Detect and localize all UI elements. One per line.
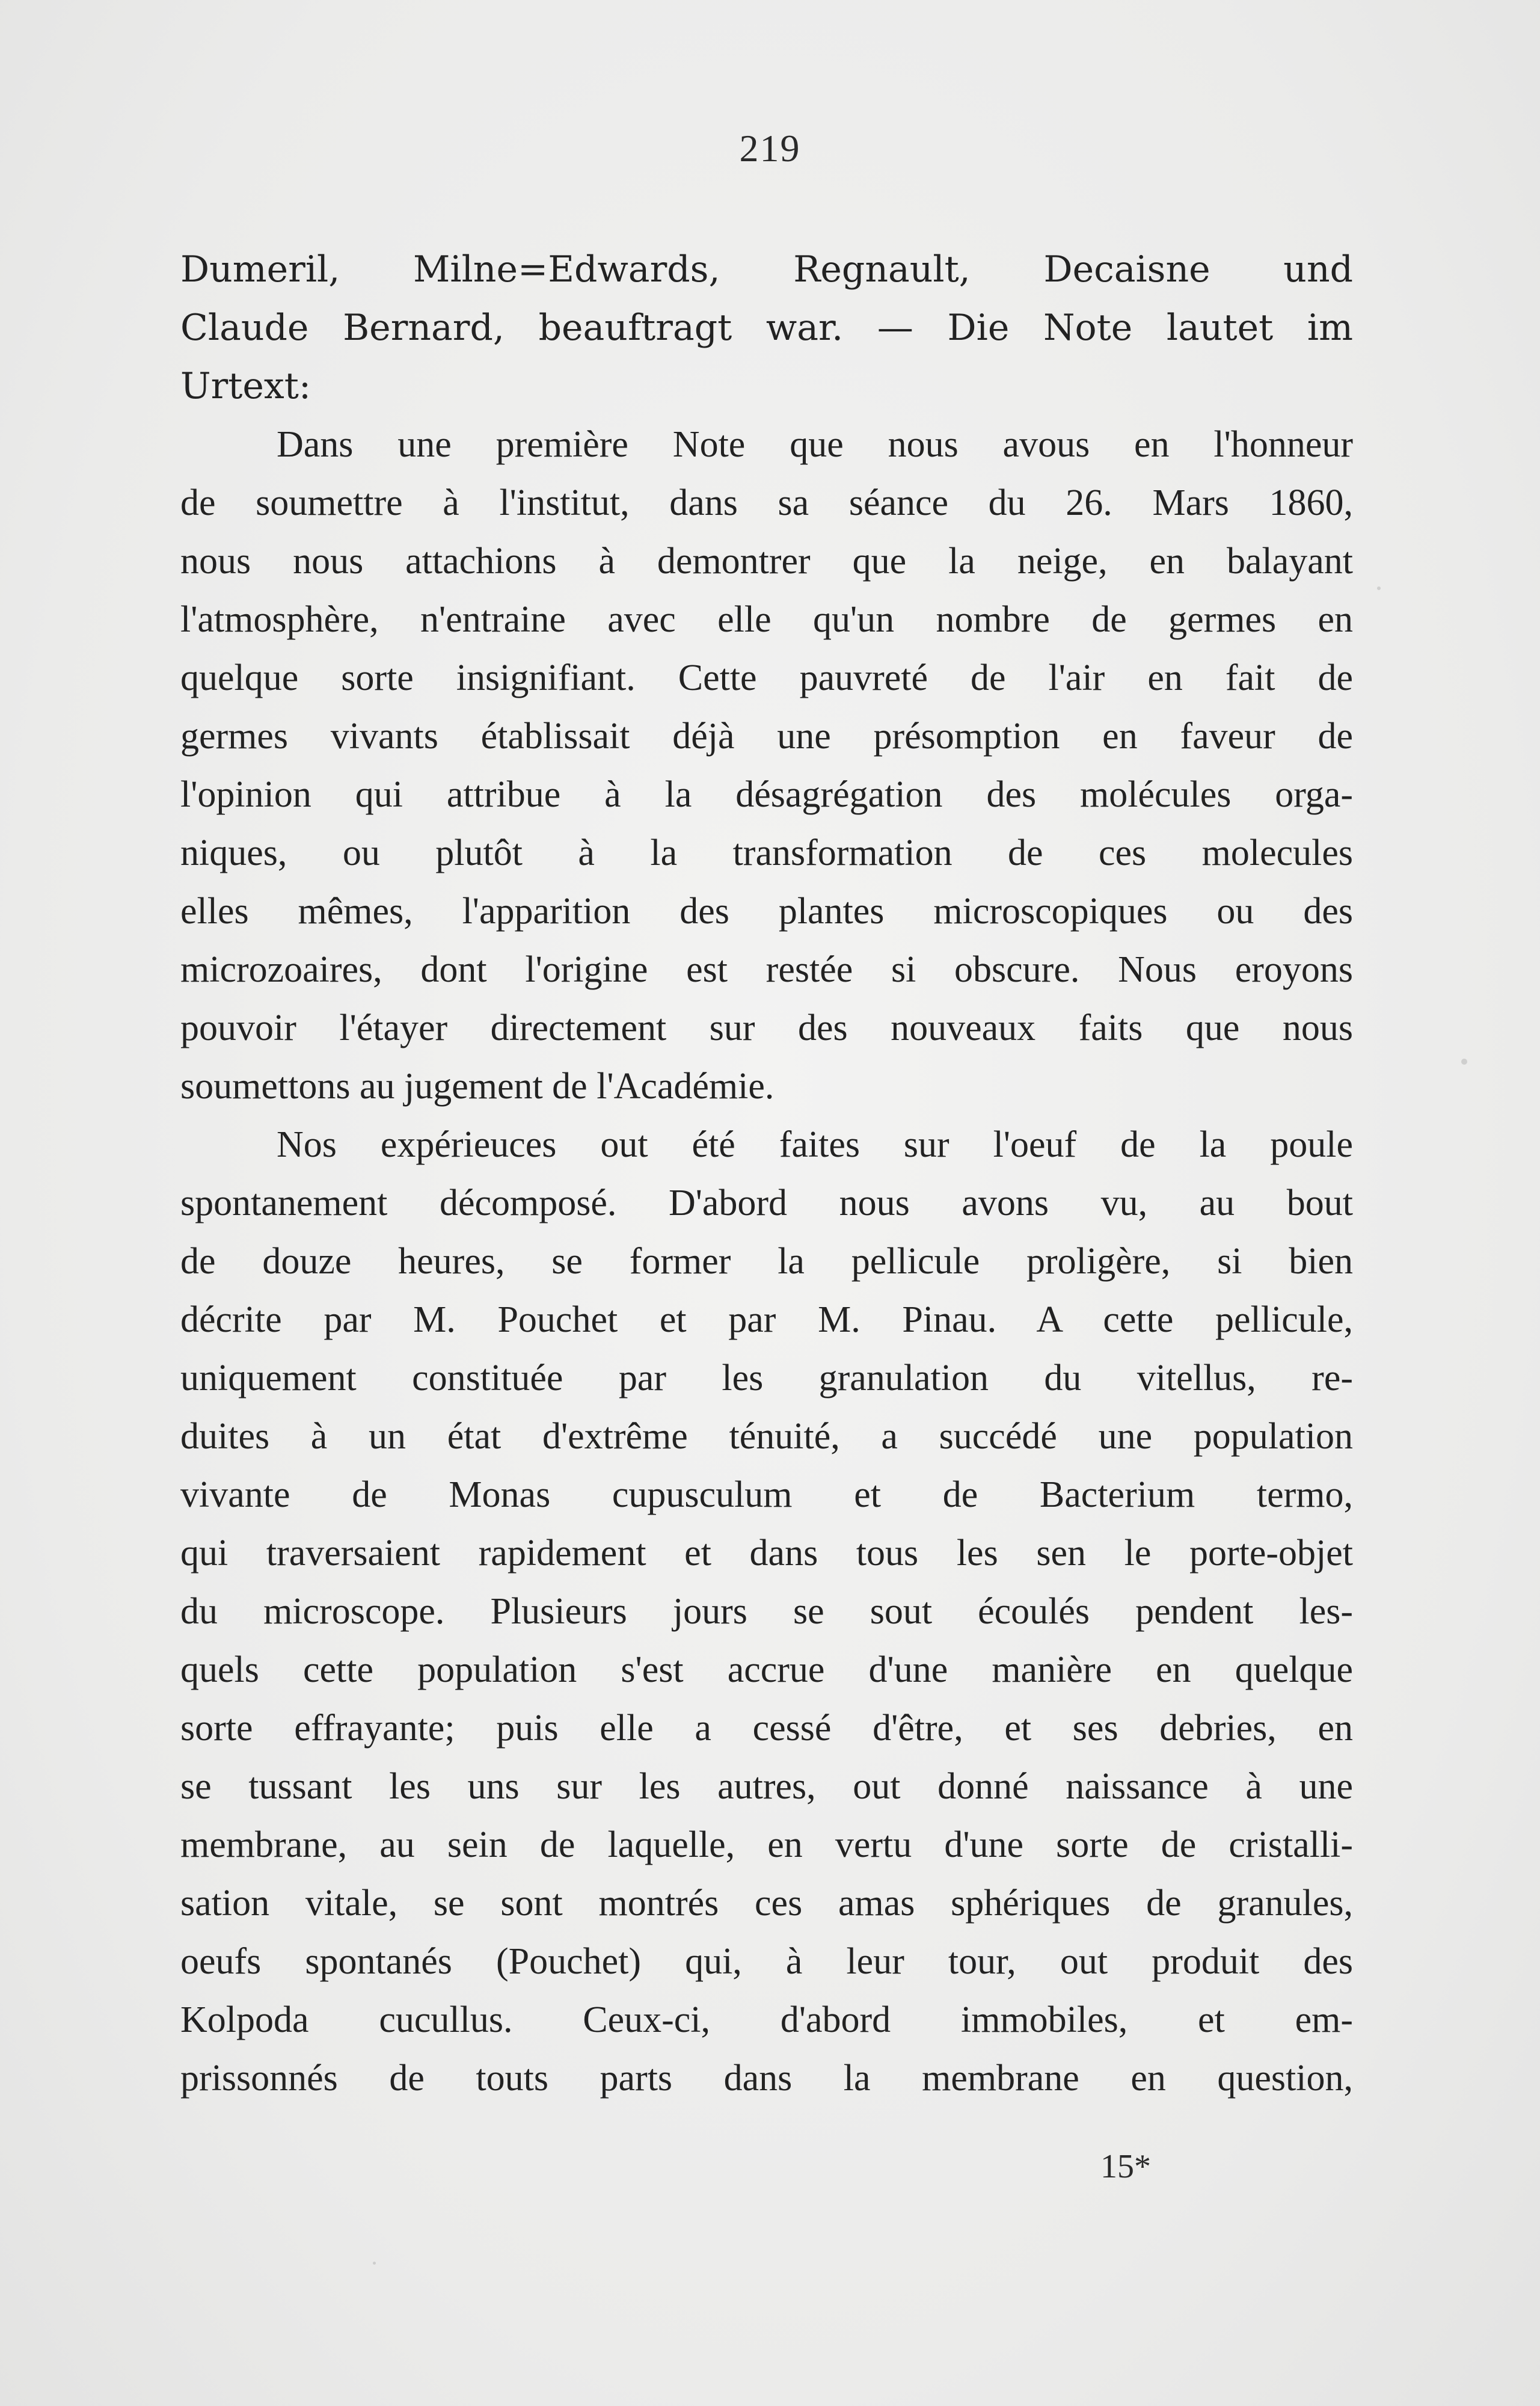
text-line: de soumettre à l'institut, dans sa séance du 26. Mars 1860, bbox=[180, 482, 1353, 523]
text-line: se tussant les uns sur les autres, out donné naissance à une bbox=[180, 1766, 1353, 1807]
text-line: sorte effrayante; puis elle a cessé d'être, et ses debries, en bbox=[180, 1708, 1353, 1749]
text-line: Dumeril, Milne=Edwards, Regnault, Decaisne und bbox=[180, 248, 1353, 291]
text-line: l'atmosphère, n'entraine avec elle qu'un nombre de germes en bbox=[180, 599, 1353, 640]
text-line: vivante de Monas cupusculum et de Bacterium termo, bbox=[180, 1474, 1353, 1515]
text-line: oeufs spontanés (Pouchet) qui, à leur tour, out produit des bbox=[180, 1941, 1353, 1982]
page-number: 219 bbox=[739, 127, 801, 170]
text-line: du microscope. Plusieurs jours se sout écoulés pendent les- bbox=[180, 1591, 1353, 1632]
text-line: l'opinion qui attribue à la désagrégation des molécules orga- bbox=[180, 774, 1353, 815]
paper-speck bbox=[373, 2262, 376, 2265]
text-line: quelque sorte insignifiant. Cette pauvreté de l'air en fait de bbox=[180, 657, 1353, 698]
paper-speck bbox=[1377, 586, 1381, 590]
text-line: Claude Bernard, beauftragt war. — Die Note lautet im bbox=[180, 307, 1353, 349]
text-line: uniquement constituée par les granulation du vitellus, re- bbox=[180, 1358, 1353, 1398]
text-line: décrite par M. Pouchet et par M. Pinau. A cette pellicule, bbox=[180, 1299, 1353, 1340]
text-line: Dans une première Note que nous avous en l'honneur bbox=[277, 424, 1353, 465]
text-line: microzoaires, dont l'origine est restée si obscure. Nous eroyons bbox=[180, 949, 1353, 990]
text-line: soumettons au jugement de l'Académie. bbox=[180, 1066, 775, 1107]
text-line: sation vitale, se sont montrés ces amas sphériques de granules, bbox=[180, 1883, 1353, 1924]
text-line: nous nous attachions à demontrer que la neige, en balayant bbox=[180, 541, 1353, 582]
text-line: pouvoir l'étayer directement sur des nouveaux faits que nous bbox=[180, 1008, 1353, 1048]
text-line: spontanement décomposé. D'abord nous avons vu, au bout bbox=[180, 1183, 1353, 1223]
page-text bbox=[180, 241, 1353, 2108]
text-line: germes vivants établissait déjà une présomption en faveur de bbox=[180, 716, 1353, 757]
text-line: quels cette population s'est accrue d'une manière en quelque bbox=[180, 1649, 1353, 1690]
text-line: Kolpoda cucullus. Ceux-ci, d'abord immobiles, et em- bbox=[180, 1999, 1353, 2040]
text-line: Urtext: bbox=[180, 365, 311, 407]
text-line: de douze heures, se former la pellicule proligère, si bien bbox=[180, 1241, 1353, 1282]
text-line: niques, ou plutôt à la transformation de ces molecules bbox=[180, 832, 1353, 873]
text-line: membrane, au sein de laquelle, en vertu d'une sorte de cristalli- bbox=[180, 1824, 1353, 1865]
paper-speck bbox=[1461, 1059, 1467, 1065]
signature-mark: 15* bbox=[1100, 2148, 1151, 2185]
text-line: prissonnés de touts parts dans la membrane en question, bbox=[180, 2058, 1353, 2099]
text-line: qui traversaient rapidement et dans tous les sen le porte-objet bbox=[180, 1533, 1353, 1574]
text-line: Nos expérieuces out été faites sur l'oeuf de la poule bbox=[277, 1124, 1353, 1165]
text-line: elles mêmes, l'apparition des plantes microscopiques ou des bbox=[180, 891, 1353, 932]
text-line: duites à un état d'extrême ténuité, a succédé une population bbox=[180, 1416, 1353, 1457]
